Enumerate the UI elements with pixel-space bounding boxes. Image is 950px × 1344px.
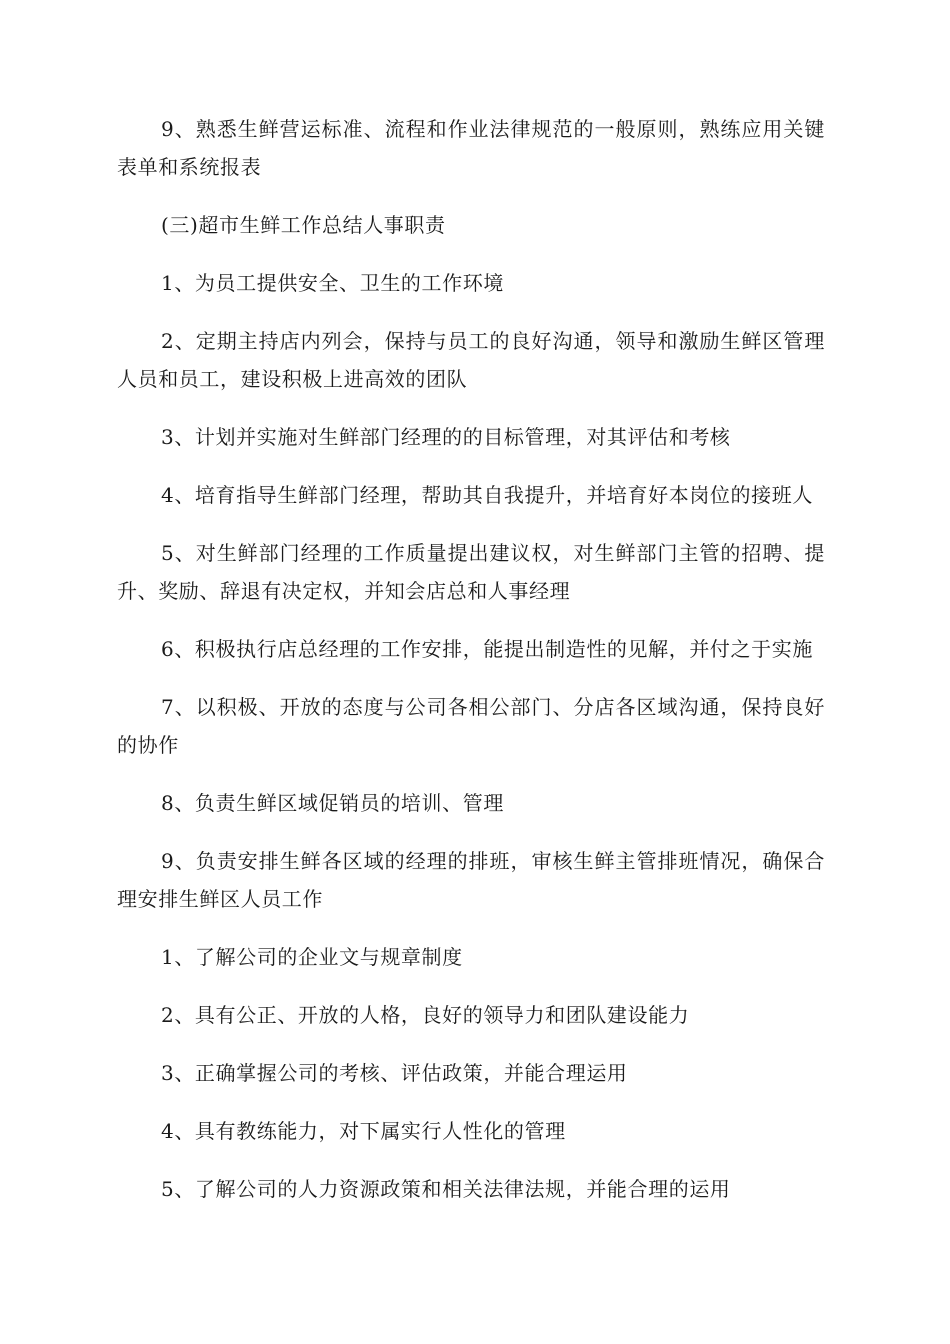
- paragraph: 9、负责安排生鲜各区域的经理的排班，审核生鲜主管排班情况，确保合理安排生鲜区人员工作: [117, 849, 825, 911]
- paragraph: 5、对生鲜部门经理的工作质量提出建议权，对生鲜部门主管的招聘、提升、奖励、辞退有决定权，并知会店总和人事经理: [117, 541, 825, 603]
- paragraph: 3、正确掌握公司的考核、评估政策，并能合理运用: [161, 1061, 628, 1085]
- paragraph: 8、负责生鲜区域促销员的培训、管理: [161, 791, 504, 815]
- paragraph: 4、培育指导生鲜部门经理，帮助其自我提升，并培育好本岗位的接班人: [161, 483, 813, 507]
- paragraph: 9、熟悉生鲜营运标准、流程和作业法律规范的一般原则，熟练应用关键表单和系统报表: [117, 117, 825, 179]
- paragraph: 3、计划并实施对生鲜部门经理的的目标管理，对其评估和考核: [161, 425, 731, 449]
- document-body: [117, 110, 825, 1228]
- paragraph: 2、具有公正、开放的人格，良好的领导力和团队建设能力: [161, 1003, 690, 1027]
- paragraph: 1、了解公司的企业文与规章制度: [161, 945, 463, 969]
- paragraph: 5、了解公司的人力资源政策和相关法律法规，并能合理的运用: [161, 1177, 731, 1201]
- paragraph: 7、以积极、开放的态度与公司各相公部门、分店各区域沟通，保持良好的协作: [117, 695, 825, 757]
- paragraph: 6、积极执行店总经理的工作安排，能提出制造性的见解，并付之于实施: [161, 637, 813, 661]
- paragraph: 2、定期主持店内列会，保持与员工的良好沟通，领导和激励生鲜区管理人员和员工，建设积极上进高效的团队: [117, 329, 825, 391]
- section-heading: (三)超市生鲜工作总结人事职责: [161, 213, 446, 237]
- paragraph: 1、为员工提供安全、卫生的工作环境: [161, 271, 504, 295]
- paragraph: 4、具有教练能力，对下属实行人性化的管理: [161, 1119, 566, 1143]
